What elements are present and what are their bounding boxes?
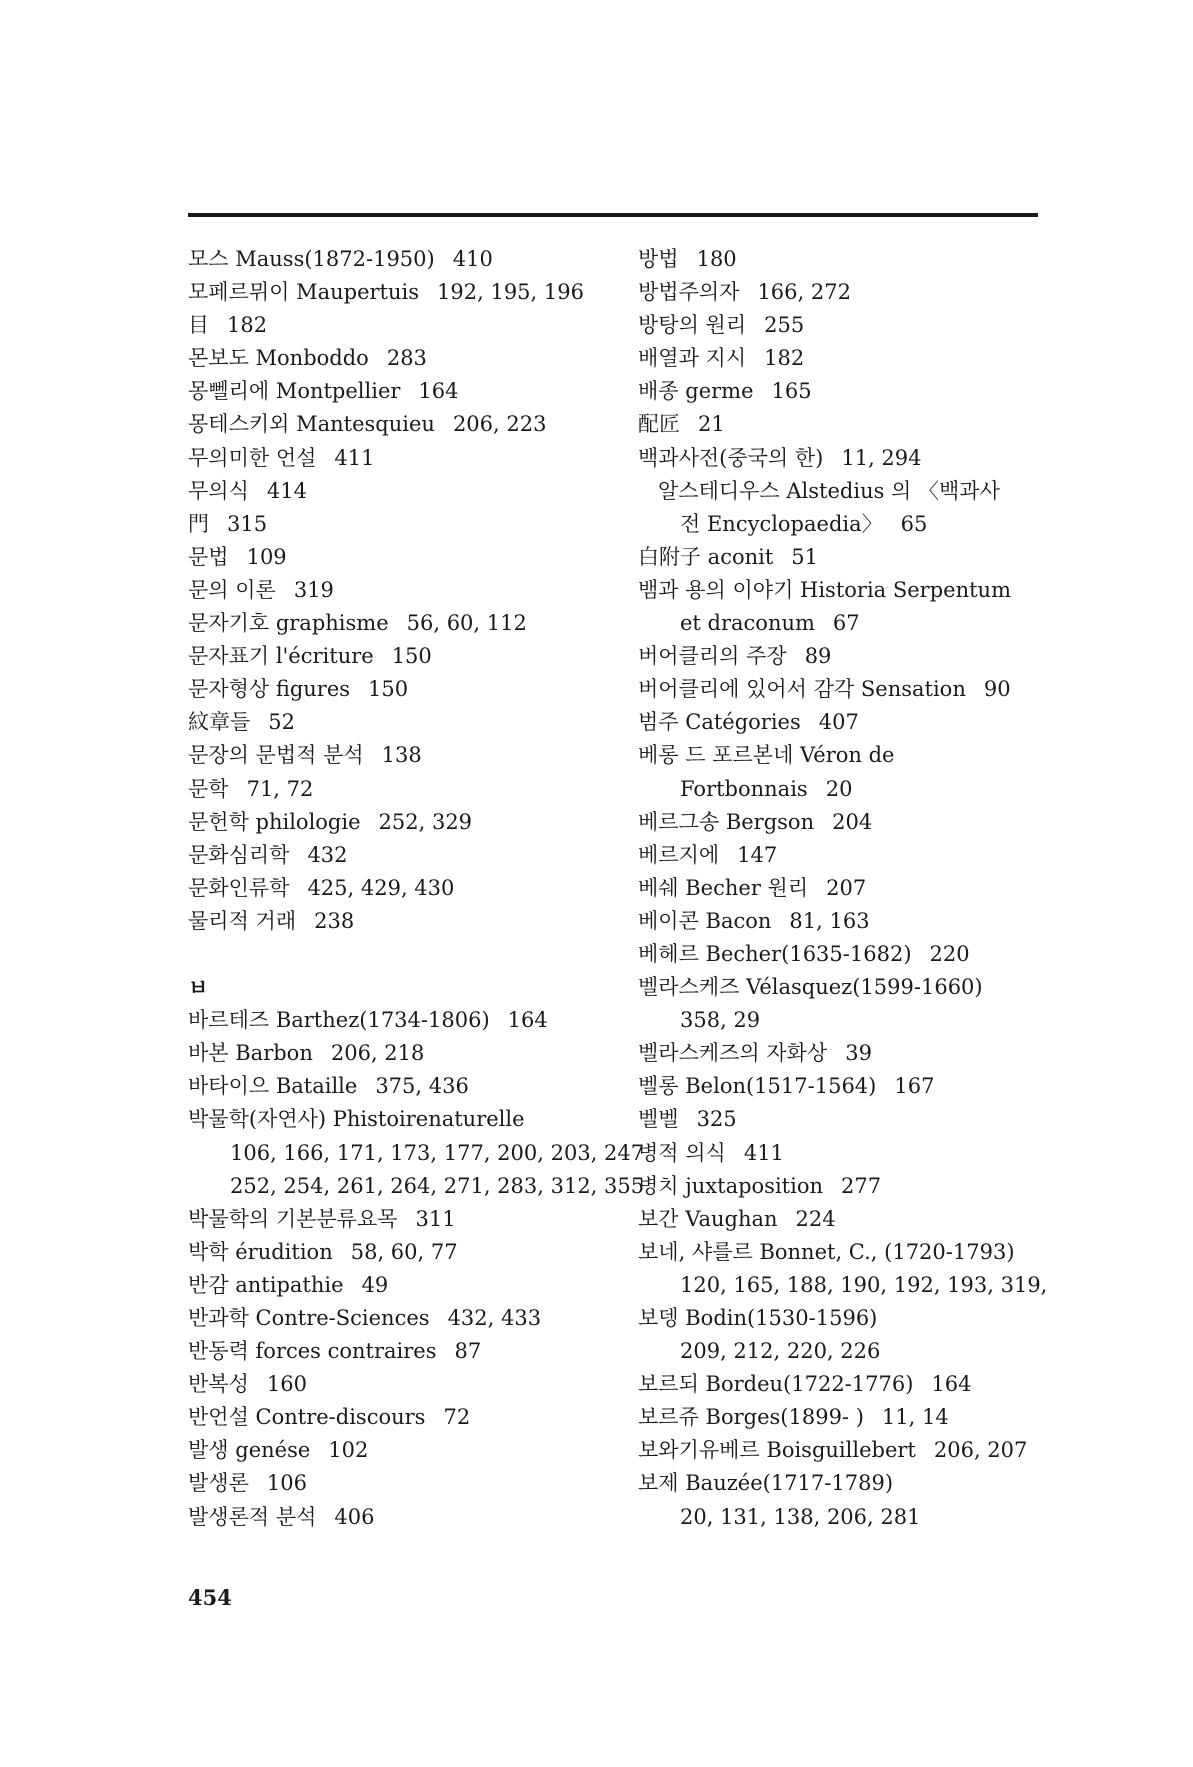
- index-entry: [638, 1467, 1048, 1500]
- index-entry: [188, 872, 618, 905]
- index-entry: [188, 739, 618, 772]
- index-entry: [638, 1037, 1048, 1070]
- index-pages: 224: [795, 1206, 836, 1231]
- index-entry: [638, 475, 1048, 508]
- index-entry: [188, 1170, 645, 1203]
- index-pages: 206, 223: [452, 412, 547, 437]
- index-pages: 49: [361, 1272, 389, 1297]
- index-entry: [638, 607, 1048, 640]
- index-entry: [188, 839, 618, 872]
- index-entry: [188, 1037, 618, 1070]
- index-term: 베르그송 Bergson: [638, 809, 815, 834]
- index-term: 配匠: [638, 412, 680, 437]
- index-pages: 180: [696, 247, 737, 271]
- index-pages: 138: [381, 743, 422, 768]
- index-entry: [638, 508, 1048, 541]
- index-term: 베헤르 Becher(1635-1682): [638, 941, 912, 966]
- index-term: 병적 의식: [638, 1140, 726, 1165]
- index-entry: [638, 541, 1048, 574]
- index-term: et draconum: [680, 611, 815, 636]
- index-entry: [638, 1004, 1048, 1037]
- index-pages: 164: [507, 1008, 548, 1033]
- index-entry: [638, 1103, 1048, 1136]
- index-term: 20, 131, 138, 206, 281: [680, 1504, 921, 1529]
- index-pages: 252, 329: [378, 809, 473, 834]
- index-pages: 220: [929, 941, 970, 966]
- index-entry: [638, 806, 1048, 839]
- index-entry: [188, 276, 618, 309]
- index-term: 358, 29: [680, 1008, 761, 1033]
- index-entry: [638, 1335, 1048, 1368]
- index-term: 보뎅 Bodin(1530-1596): [638, 1306, 878, 1330]
- index-entry: [638, 342, 1048, 375]
- index-entry: [188, 971, 618, 1004]
- index-term: 몬보도 Monboddo: [188, 346, 369, 371]
- index-pages: 182: [227, 313, 268, 338]
- index-pages: 166, 272: [757, 280, 851, 305]
- index-pages: 207: [826, 875, 867, 900]
- index-entry: [638, 1236, 1048, 1269]
- index-entry: [638, 408, 1048, 441]
- index-term: 베롱 드 포르본네 Véron de: [638, 743, 895, 768]
- index-term: 방법: [638, 247, 679, 271]
- index-pages: 375, 436: [375, 1074, 469, 1099]
- index-pages: 206, 218: [330, 1041, 425, 1066]
- index-term: 배열과 지시: [638, 346, 747, 371]
- index-term: 전 Encyclopaedia〉: [680, 511, 883, 536]
- index-term: 문자기호 graphisme: [188, 611, 389, 636]
- index-pages: 319: [293, 577, 334, 602]
- index-pages: 90: [983, 677, 1011, 702]
- index-entry: [638, 1269, 1048, 1302]
- index-pages: 167: [894, 1074, 935, 1099]
- index-entry: [638, 971, 1048, 1004]
- index-pages: 20: [825, 776, 853, 801]
- index-entry: [188, 574, 618, 607]
- index-entry: [188, 1302, 618, 1335]
- index-entry: [638, 938, 1048, 971]
- index-term: 무의미한 언설: [188, 445, 317, 470]
- index-pages: 72: [443, 1405, 471, 1430]
- index-term: 반감 antipathie: [188, 1272, 344, 1297]
- index-entry: [188, 938, 618, 971]
- index-pages: 150: [391, 644, 432, 669]
- index-pages: 406: [334, 1504, 375, 1529]
- index-entry: [638, 442, 1048, 475]
- index-term: 백과사전(중국의 한): [638, 445, 824, 470]
- index-term: 보와기유베르 Boisguillebert: [638, 1438, 916, 1463]
- index-pages: 206, 207: [933, 1438, 1028, 1463]
- index-entry: [638, 375, 1048, 408]
- index-entry: [638, 872, 1048, 905]
- index-term: 박학 érudition: [188, 1239, 333, 1264]
- index-entry: [638, 640, 1048, 673]
- index-entry: [638, 1302, 1048, 1335]
- index-pages: 315: [227, 511, 268, 536]
- index-term: Fortbonnais: [680, 776, 808, 801]
- index-term: 보간 Vaughan: [638, 1206, 778, 1231]
- index-entry: [188, 1137, 645, 1170]
- index-pages: 67: [832, 611, 860, 636]
- index-pages: 71, 72: [246, 776, 314, 801]
- index-term: ㅂ: [188, 975, 209, 1001]
- index-term: 벨라스케즈 Vélasquez(1599-1660): [638, 975, 983, 1000]
- index-pages: 432, 433: [447, 1306, 542, 1330]
- index-entry: [188, 243, 618, 276]
- index-entry: [638, 739, 1048, 772]
- index-entry: [188, 640, 618, 673]
- index-pages: 52: [268, 710, 296, 735]
- index-entry: [188, 1335, 618, 1368]
- index-term: 반동력 forces contraires: [188, 1339, 437, 1364]
- index-pages: 65: [900, 511, 928, 536]
- index-pages: 182: [764, 346, 805, 371]
- index-column-right: [638, 243, 1048, 1534]
- index-pages: 87: [454, 1339, 482, 1364]
- index-term: 발생론: [188, 1471, 249, 1496]
- index-pages: 425, 429, 430: [307, 875, 455, 900]
- index-entry: [638, 673, 1048, 706]
- index-pages: 89: [804, 644, 832, 669]
- index-term: 버어클리의 주장: [638, 644, 787, 669]
- index-entry: [638, 773, 1048, 806]
- index-pages: 411: [334, 445, 375, 470]
- index-entry: [638, 309, 1048, 342]
- index-entry: [188, 1203, 618, 1236]
- index-term: 방법주의자: [638, 280, 740, 305]
- index-pages: 277: [841, 1173, 882, 1198]
- index-term: 문헌학 philologie: [188, 809, 361, 834]
- index-term: 문장의 문법적 분석: [188, 743, 364, 768]
- index-term: 보르쥬 Borges(1899- ): [638, 1405, 864, 1430]
- index-entry: [638, 1203, 1048, 1236]
- index-entry: [188, 673, 618, 706]
- index-term: 紋章들: [188, 710, 251, 735]
- index-term: 문자형상 figures: [188, 677, 351, 702]
- index-entry: [188, 1368, 618, 1401]
- index-term: 반언설 Contre-discours: [188, 1405, 426, 1430]
- index-pages: 414: [266, 478, 307, 503]
- index-term: 문학: [188, 776, 229, 801]
- index-pages: 147: [737, 842, 778, 867]
- index-pages: 51: [791, 544, 819, 569]
- index-pages: 11, 294: [841, 445, 922, 470]
- top-rule: [188, 213, 1038, 217]
- index-term: 방탕의 원리: [638, 313, 747, 338]
- index-term: 모스 Mauss(1872-1950): [188, 247, 435, 271]
- index-pages: 410: [452, 247, 493, 271]
- index-term: 보르되 Bordeu(1722-1776): [638, 1372, 914, 1397]
- index-entry: [638, 574, 1048, 607]
- index-pages: 283: [386, 346, 427, 371]
- index-entry: [188, 1401, 618, 1434]
- index-pages: 58, 60, 77: [350, 1239, 458, 1264]
- index-entry: [188, 375, 618, 408]
- index-entry: [188, 1467, 618, 1500]
- index-entry: [188, 342, 618, 375]
- index-term: 발생 genése: [188, 1438, 311, 1463]
- index-entry: [188, 806, 618, 839]
- index-pages: 432: [307, 842, 348, 867]
- index-pages: 411: [743, 1140, 784, 1165]
- index-term: 물리적 거래: [188, 908, 297, 933]
- index-term: 몽테스키외 Mantesquieu: [188, 412, 435, 437]
- index-term: 몽뻴리에 Montpellier: [188, 379, 401, 404]
- index-term: 보네, 샤를르 Bonnet, C., (1720-1793): [638, 1239, 1015, 1264]
- index-pages: 204: [832, 809, 873, 834]
- index-entry: [188, 508, 618, 541]
- index-term: 문법: [188, 544, 229, 569]
- index-term: 바르테즈 Barthez(1734-1806): [188, 1008, 490, 1033]
- index-entry: [188, 1004, 618, 1037]
- index-entry: [188, 706, 618, 739]
- index-entry: [638, 839, 1048, 872]
- index-term: 베이콘 Bacon: [638, 908, 772, 933]
- index-pages: 106: [266, 1471, 307, 1496]
- index-entry: [188, 408, 618, 441]
- index-term: 문자표기 l'écriture: [188, 644, 374, 669]
- index-term: 박물학의 기본분류요목: [188, 1206, 398, 1231]
- index-entry: [638, 1170, 1048, 1203]
- index-entry: [638, 1070, 1048, 1103]
- index-term: 바타이으 Bataille: [188, 1074, 358, 1099]
- index-entry: [638, 1401, 1048, 1434]
- index-entry: [188, 607, 618, 640]
- index-pages: 160: [266, 1372, 307, 1397]
- index-entry: [638, 1137, 1048, 1170]
- index-term: 보제 Bauzée(1717-1789): [638, 1471, 894, 1496]
- index-entry: [638, 243, 1048, 276]
- index-term: 白附子 aconit: [638, 544, 774, 569]
- index-pages: 21: [698, 412, 725, 437]
- index-pages: 56, 60, 112: [406, 611, 527, 636]
- index-entry: [638, 706, 1048, 739]
- index-term: 모페르뮈이 Maupertuis: [188, 280, 420, 305]
- index-entry: [188, 442, 618, 475]
- index-term: 배종 germe: [638, 379, 754, 404]
- index-term: 벨벨: [638, 1107, 679, 1132]
- index-entry: [188, 1269, 618, 1302]
- index-entry: [188, 1434, 618, 1467]
- index-pages: 255: [764, 313, 805, 338]
- index-entry: [188, 905, 618, 938]
- index-term: 120, 165, 188, 190, 192, 193, 319,: [680, 1272, 1048, 1297]
- index-pages: 238: [314, 908, 355, 933]
- index-term: 209, 212, 220, 226: [680, 1339, 881, 1364]
- index-pages: 39: [845, 1041, 872, 1066]
- index-entry: [638, 905, 1048, 938]
- index-pages: 102: [328, 1438, 369, 1463]
- index-term: 반복성: [188, 1372, 249, 1397]
- index-pages: 311: [415, 1206, 456, 1231]
- index-term: 알스테디우스 Alstedius 의 〈백과사: [658, 478, 1000, 503]
- index-term: 범주 Catégories: [638, 710, 801, 735]
- index-pages: 164: [931, 1372, 972, 1397]
- index-pages: 165: [771, 379, 812, 404]
- index-term: 252, 254, 261, 264, 271, 283, 312, 355: [230, 1173, 645, 1198]
- index-pages: 407: [818, 710, 859, 735]
- index-term: 베르지에: [638, 842, 720, 867]
- index-entry: [188, 309, 618, 342]
- index-term: 門: [188, 511, 209, 536]
- index-term: 무의식: [188, 478, 249, 503]
- index-pages: 192, 195, 196: [437, 280, 584, 305]
- index-term: 벨라스케즈의 자화상: [638, 1041, 828, 1066]
- index-pages: 150: [368, 677, 409, 702]
- index-term: 目: [188, 313, 209, 338]
- index-term: 베쉐 Becher 원리: [638, 875, 809, 900]
- index-term: 벨롱 Belon(1517-1564): [638, 1074, 877, 1099]
- index-entry: [188, 1103, 618, 1136]
- index-entry: [638, 1434, 1048, 1467]
- index-pages: 109: [246, 544, 287, 569]
- index-pages: 11, 14: [881, 1405, 949, 1430]
- index-term: 106, 166, 171, 173, 177, 200, 203, 247: [230, 1140, 645, 1165]
- index-entry: [188, 1236, 618, 1269]
- page-number: 454: [188, 1585, 232, 1610]
- index-term: 박물학(자연사) Phistoirenaturelle: [188, 1107, 525, 1132]
- index-term: 반과학 Contre-Sciences: [188, 1306, 430, 1330]
- index-term: 바본 Barbon: [188, 1041, 313, 1066]
- index-entry: [638, 1501, 1048, 1534]
- index-term: 문화심리학: [188, 842, 290, 867]
- index-term: 버어클리에 있어서 감각 Sensation: [638, 677, 966, 702]
- index-term: 뱀과 용의 이야기 Historia Serpentum: [638, 577, 1011, 602]
- index-pages: 164: [418, 379, 459, 404]
- index-term: 문화인류학: [188, 875, 290, 900]
- index-term: 병치 juxtaposition: [638, 1173, 823, 1198]
- index-pages: 325: [696, 1107, 737, 1132]
- index-entry: [188, 1070, 618, 1103]
- index-entry: [638, 1368, 1048, 1401]
- index-entry: [188, 541, 618, 574]
- index-entry: [638, 276, 1048, 309]
- index-term: 발생론적 분석: [188, 1504, 317, 1529]
- index-entry: [188, 475, 618, 508]
- index-entry: [188, 773, 618, 806]
- index-pages: 81, 163: [789, 908, 870, 933]
- index-column-left: [188, 243, 645, 1534]
- index-entry: [188, 1501, 618, 1534]
- index-term: 문의 이론: [188, 577, 276, 602]
